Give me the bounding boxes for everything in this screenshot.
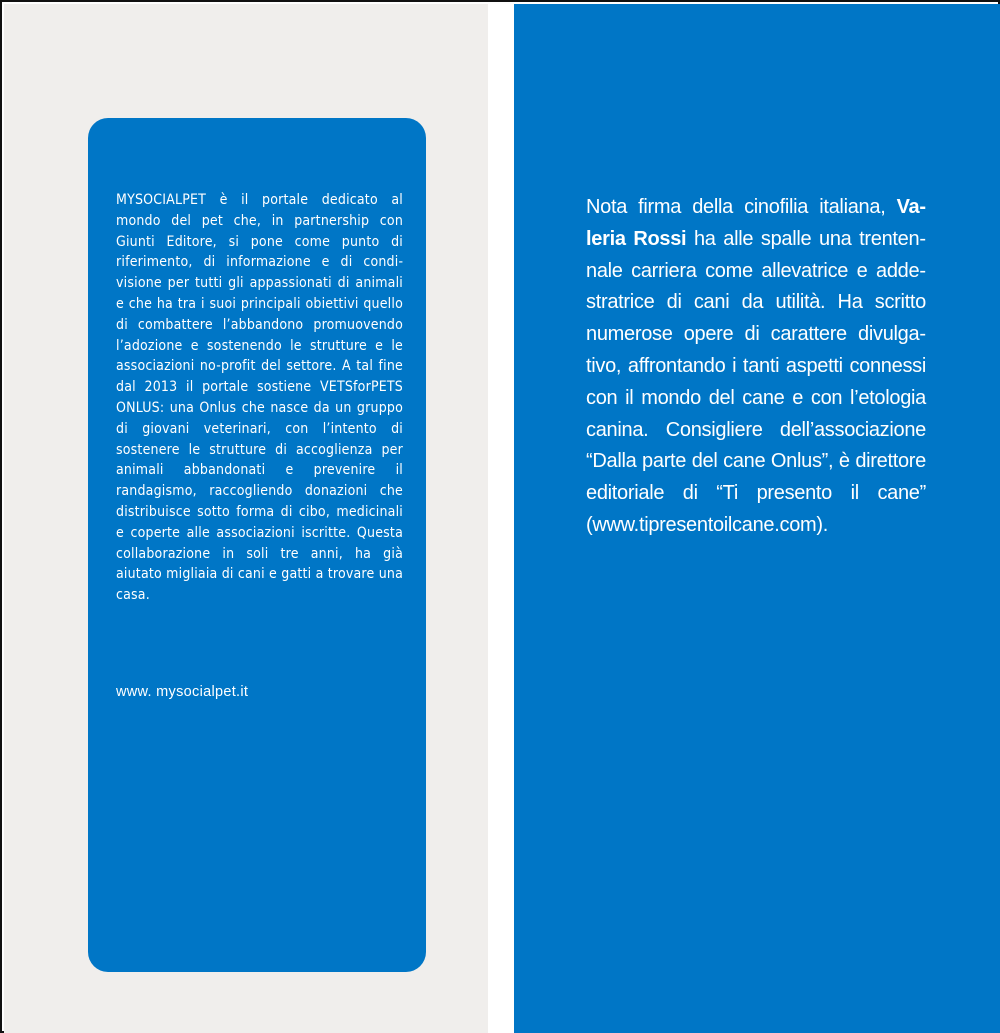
- mysocialpet-description: MYSOCIALPET è il portale dedicato al mondo del pet che, in partnership con Giunti Editore, si pone come punto di riferimento, di informazione e di condivisione per tutti gli appassionati di animali e che ha tra i suoi principali obiettivi quello di combattere l’abbandono promuovendo l’adozione e sostenendo le strutture e le associazioni no-profit del settore. A tal fine dal 2013 il portale sostiene VETSforPETS ONLUS: una Onlus che nasce da un gruppo di giovani veterinari, con l’intento di sostenere le strutture di accoglienza per animali abbandonati e prevenire il randagismo, raccogliendo donazioni che distribuisce sotto forma di cibo, medicinali e coperte alle associazioni iscritte. Questa collaborazione in soli tre anni, ha già aiutato migliaia di cani e gatti a trovare una casa.: [116, 192, 403, 604]
- bio-intro-text: Nota firma della cinofilia italiana,: [586, 196, 897, 218]
- bio-body-text: ha alle spalle una trentennale carriera come allevatrice e addestratrice di cani da utilità. Ha scritto numerose opere di carattere divulgativo, affrontando i tanti aspetti connessi con il mondo del cane e con l’etologia canina. Consigliere dell’associazione “Dalla parte del cane Onlus”, è direttore editoriale di “Ti presento il cane” (www.tipresentoilcane.com).: [586, 227, 926, 536]
- author-name: Valeria Rossi: [586, 196, 926, 250]
- fold-gutter: [488, 4, 514, 1033]
- mysocialpet-website-link[interactable]: www. mysocialpet.it: [116, 684, 249, 700]
- author-bio: [586, 192, 926, 542]
